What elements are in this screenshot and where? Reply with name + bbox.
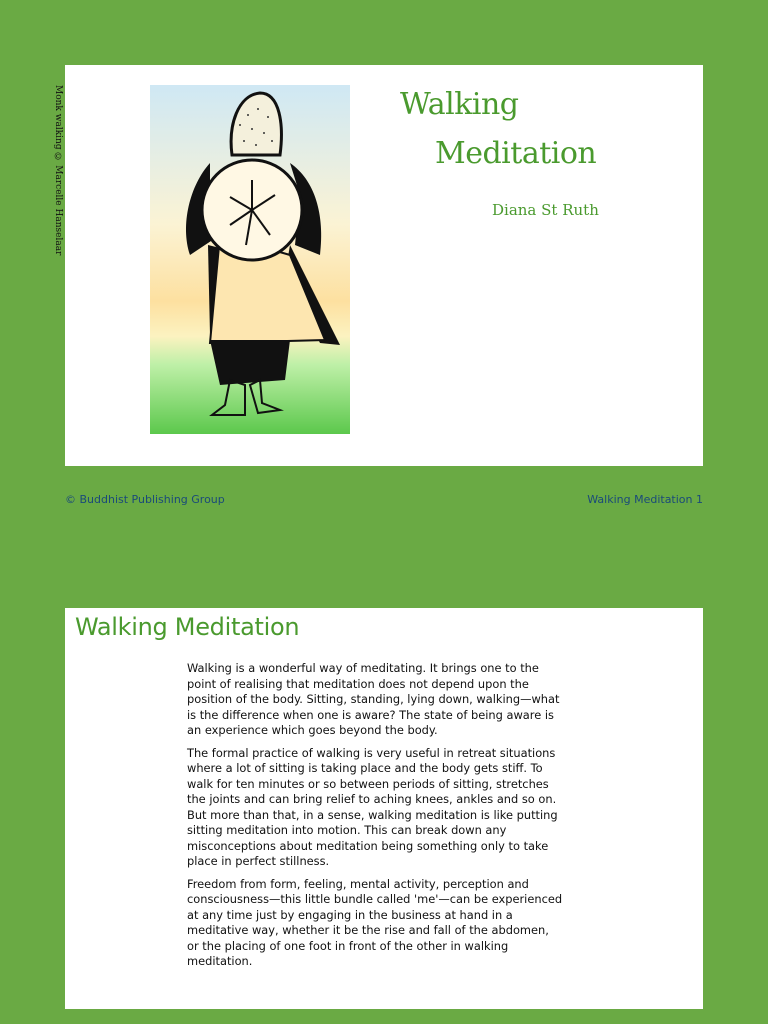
cover-author: Diana St Ruth xyxy=(492,201,599,219)
paragraph: The formal practice of walking is very useful in retreat situations where a lot of sitting is taking place and the body gets stiff. To walk for ten minutes or so between periods of sitting, stretches the joints and can bring relief to aching knees, ankles and so on. But more than that, in a sense, walking meditation is like putting sitting meditation into motion. This can break down any misconceptions about meditation being something only to take place in perfect stillness. xyxy=(187,745,558,868)
cover-title-line2: Meditation xyxy=(435,136,597,171)
footer-copyright: © Buddhist Publishing Group xyxy=(65,493,225,506)
illustration-credit: Monk walking © Marcelle Hanselaar xyxy=(53,85,63,256)
cover-title-line1: Walking xyxy=(400,87,519,122)
page-heading: Walking Meditation xyxy=(75,613,300,641)
content-page xyxy=(65,608,703,1009)
body-text xyxy=(187,661,563,977)
footer-page-number: Walking Meditation 1 xyxy=(587,493,703,506)
paragraph: Walking is a wonderful way of meditating. It brings one to the point of realising that meditation does not depend upon the position of the body. Sitting, standing, lying down, walking—what is the difference when one is aware? The state of being aware is an experience which goes beyond the body. xyxy=(187,661,560,737)
cover-page xyxy=(53,65,703,466)
paragraph: Freedom from form, feeling, mental activity, perception and consciousness—this little bundle called 'me'—can be experienced at any time just by engaging in the business at hand in a meditative way, whether it be the rise and fall of the abdomen, or the placing of one foot in front of the other in walking meditation. xyxy=(187,876,563,968)
monk-walking-illustration xyxy=(150,85,350,434)
